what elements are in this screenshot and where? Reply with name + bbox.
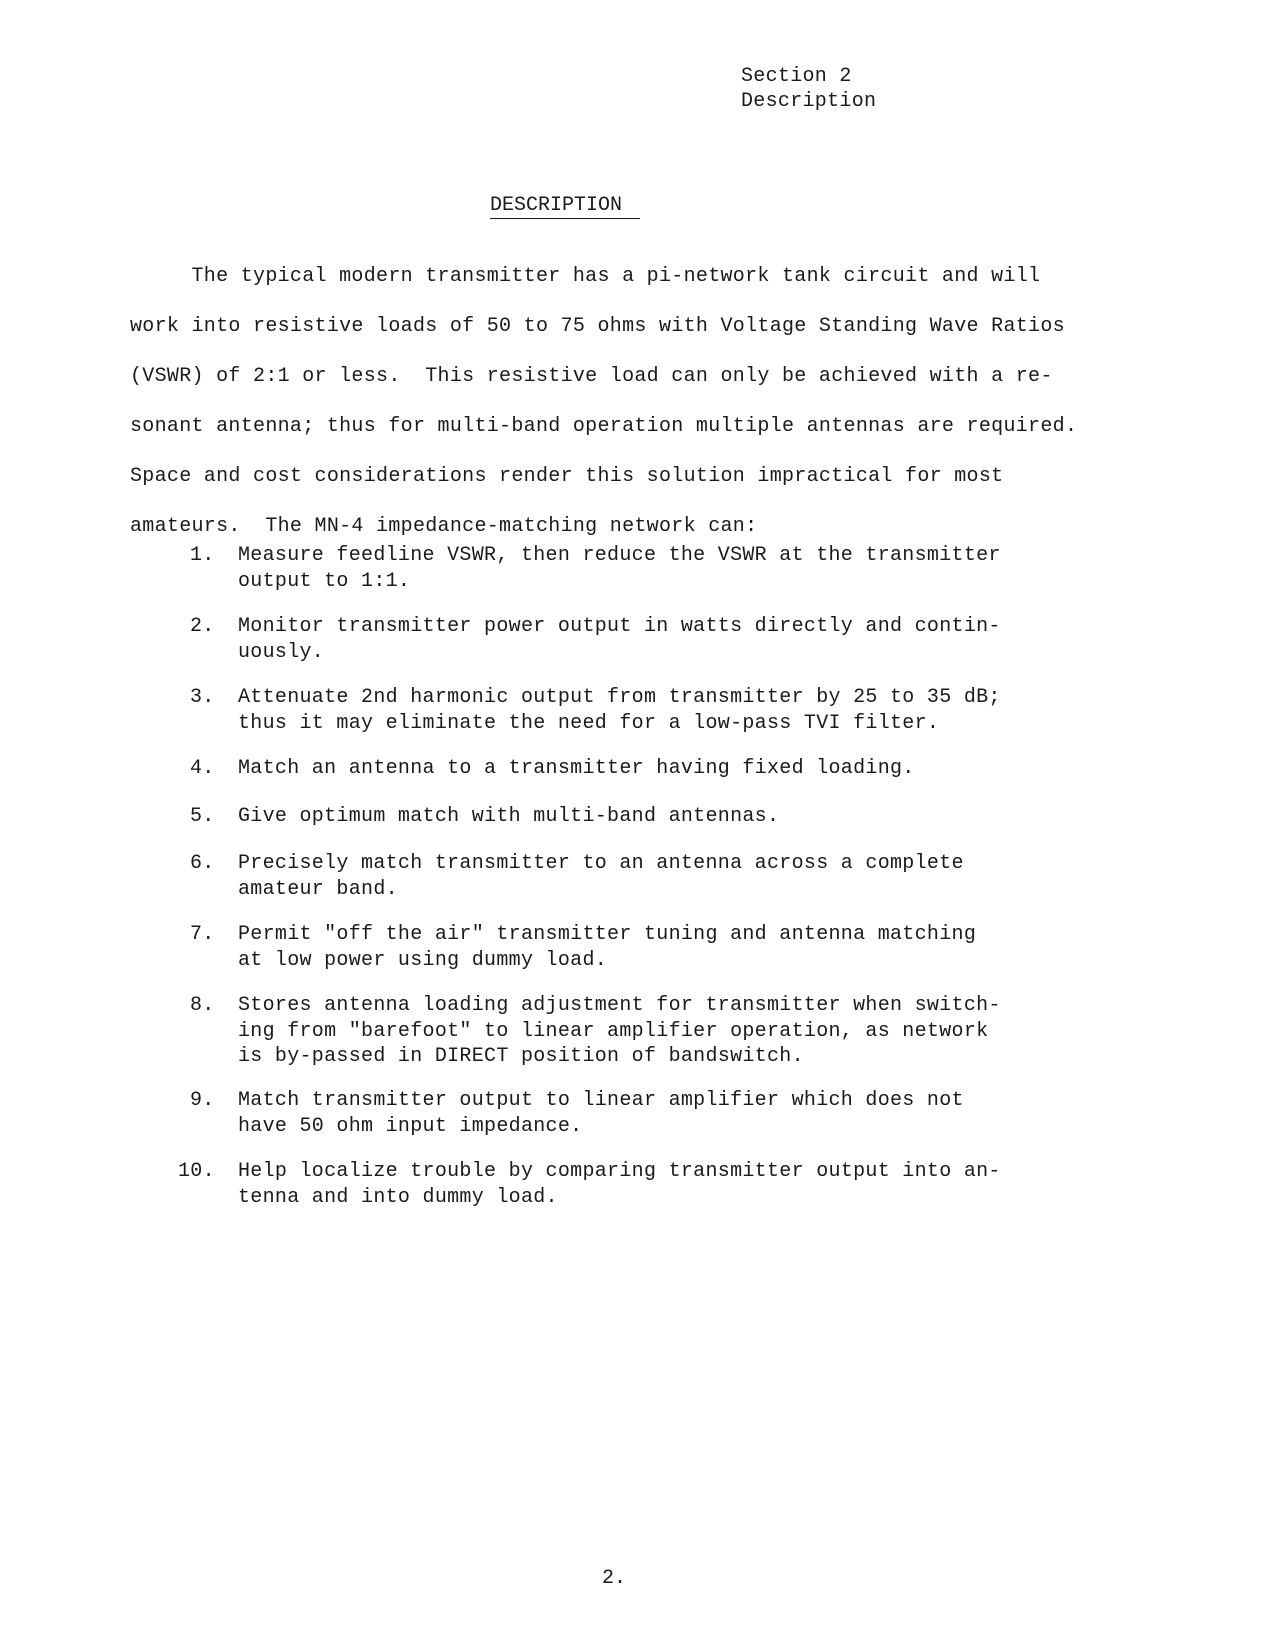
list-item-line: amateur band. (238, 877, 398, 901)
list-item-line: Precisely match transmitter to an antenna across a complete (238, 852, 964, 875)
list-item-text (238, 804, 779, 830)
list-number: 5. (190, 805, 215, 828)
list-number: 4. (190, 757, 215, 780)
list-item-line: Measure feedline VSWR, then reduce the VSWR at the transmitter (238, 544, 1001, 567)
page-number: 2. (602, 1567, 627, 1590)
list-number: 7. (190, 923, 215, 946)
list-item-text (238, 543, 1001, 594)
intro-paragraph (130, 265, 1130, 565)
list-item-line: Help localize trouble by comparing transmitter output into an- (238, 1160, 1001, 1183)
list-item-line: have 50 ohm input impedance. (238, 1114, 583, 1138)
list-number: 8. (190, 994, 215, 1017)
list-item-text (238, 1088, 964, 1139)
list-item-text (238, 614, 1001, 665)
list-item-line: output to 1:1. (238, 569, 411, 593)
paragraph-line: sonant antenna; thus for multi-band operation multiple antennas are required. (130, 415, 1078, 438)
paragraph-line: work into resistive loads of 50 to 75 ohms with Voltage Standing Wave Ratios (130, 315, 1065, 338)
list-item-text (238, 756, 915, 782)
list-item-text (238, 993, 1001, 1070)
list-item-line: Monitor transmitter power output in watts directly and contin- (238, 615, 1001, 638)
list-item-line: Attenuate 2nd harmonic output from transmitter by 25 to 35 dB; (238, 686, 1001, 709)
list-item-line: Stores antenna loading adjustment for transmitter when switch- (238, 994, 1001, 1017)
list-item-line: Permit "off the air" transmitter tuning and antenna matching (238, 923, 977, 946)
list-item-text (238, 1159, 1001, 1210)
paragraph-line: (VSWR) of 2:1 or less. This resistive load can only be achieved with a re- (130, 365, 1053, 388)
list-item-line: ing from "barefoot" to linear amplifier operation, as network (238, 1019, 989, 1043)
list-number: 6. (190, 852, 215, 875)
list-item-line: thus it may eliminate the need for a low-pass TVI filter. (238, 711, 940, 735)
list-item-line: uously. (238, 640, 325, 664)
section-label: Section 2 (741, 65, 852, 88)
list-item-line: tenna and into dummy load. (238, 1185, 558, 1209)
paragraph-line: The typical modern transmitter has a pi-network tank circuit and will (130, 265, 1041, 288)
section-header (741, 64, 876, 114)
list-number: 2. (190, 615, 215, 638)
list-number: 10. (178, 1160, 215, 1183)
paragraph-line: Space and cost considerations render this solution impractical for most (130, 465, 1004, 488)
list-item-line: at low power using dummy load. (238, 948, 608, 972)
list-item-text (238, 851, 964, 902)
list-item-line: is by-passed in DIRECT position of bandswitch. (238, 1045, 804, 1068)
list-item-text (238, 922, 976, 973)
list-item-line: Give optimum match with multi-band antennas. (238, 805, 780, 828)
page-title: DESCRIPTION (490, 193, 640, 219)
list-number: 9. (190, 1089, 215, 1112)
list-item-text (238, 685, 1001, 736)
section-subtitle: Description (741, 90, 877, 113)
list-item-line: Match transmitter output to linear amplifier which does not (238, 1089, 964, 1112)
paragraph-line: amateurs. The MN-4 impedance-matching network can: (130, 515, 758, 538)
list-number: 3. (190, 686, 215, 709)
list-item-line: Match an antenna to a transmitter having fixed loading. (238, 757, 915, 780)
list-number: 1. (190, 544, 215, 567)
